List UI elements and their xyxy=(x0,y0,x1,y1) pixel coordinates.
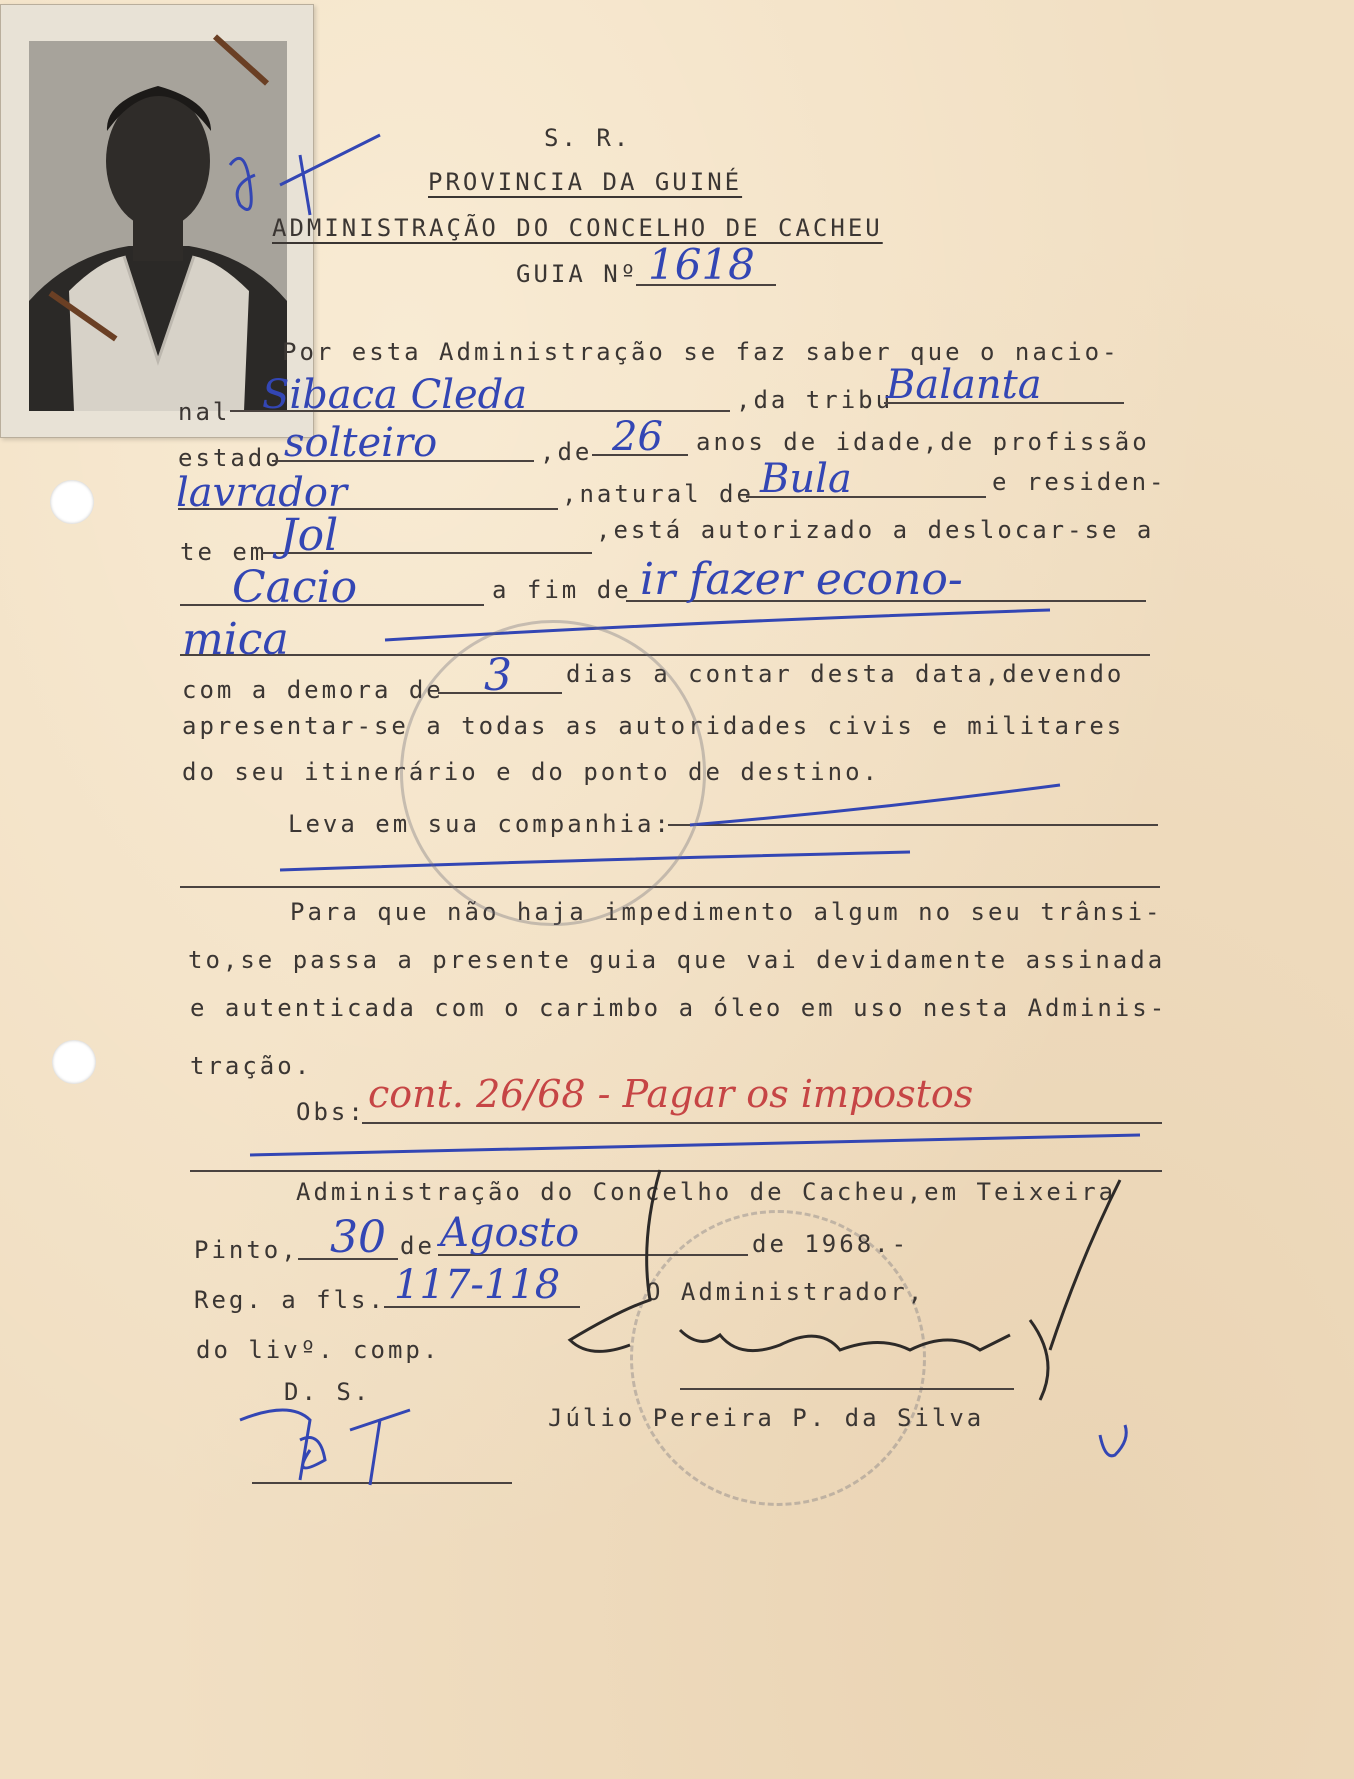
para-line-1: Para que não haja impedimento algum no seu trânsi- xyxy=(290,898,1163,926)
pinto-label: Pinto, xyxy=(194,1236,299,1264)
punch-hole-bottom xyxy=(52,1040,96,1084)
te-em-label: te em xyxy=(180,538,268,566)
estado-value: solteiro xyxy=(284,420,438,466)
header-province: PROVINCIA DA GUINÉ xyxy=(428,168,743,196)
intro-line: Por esta Administração se faz saber que o nacio- xyxy=(282,338,1120,366)
para-line-3: e autenticada com o carimbo a óleo em uso nesta Adminis- xyxy=(190,994,1168,1022)
companhia-line-2 xyxy=(180,886,1160,888)
purpose-value-1: ir fazer econo- xyxy=(640,554,963,605)
header-administration: ADMINISTRAÇÃO DO CONCELHO DE CACHEU xyxy=(272,214,883,242)
livro-label: do livº. comp. xyxy=(196,1336,441,1364)
guia-line xyxy=(636,284,776,286)
age-value: 26 xyxy=(612,414,663,460)
companhia-label: Leva em sua companhia: xyxy=(288,810,672,838)
demora-value: 3 xyxy=(484,650,512,701)
blue-tick-mark xyxy=(1090,1420,1140,1470)
residence-value: Jol xyxy=(280,510,339,561)
tribe-label: ,da tribu xyxy=(736,386,894,414)
place-line: Administração do Concelho de Cacheu,em Teixeira xyxy=(296,1178,1117,1206)
residen-label: e residen- xyxy=(992,468,1167,496)
itinerario-line: do seu itinerário e do ponto de destino. xyxy=(182,758,880,786)
purpose-line-2 xyxy=(180,654,1150,656)
reg-label: Reg. a fls. xyxy=(194,1286,386,1314)
age-label-post: anos de idade,de profissão xyxy=(696,428,1150,456)
purpose-value-2: mica xyxy=(182,614,289,665)
guia-number: 1618 xyxy=(648,240,755,289)
faded-stamp-upper xyxy=(400,620,706,926)
day-value: 30 xyxy=(330,1212,386,1263)
administrador-label: O Administrador, xyxy=(646,1278,926,1306)
natural-label: ,natural de xyxy=(562,480,754,508)
ds-label: D. S. xyxy=(284,1378,372,1406)
autorizado-line: ,está autorizado a deslocar-se a xyxy=(596,516,1155,544)
demora-post: dias a contar desta data,devendo xyxy=(566,660,1125,688)
para-line-4: tração. xyxy=(190,1052,313,1080)
demora-pre: com a demora de xyxy=(182,676,444,704)
guia-label: GUIA Nº xyxy=(516,260,639,288)
apresentar-line: apresentar-se a todas as autoridades civis e militares xyxy=(182,712,1125,740)
signatory-name: Júlio Pereira P. da Silva xyxy=(548,1404,985,1432)
punch-hole-top xyxy=(50,480,94,524)
obs-blue-stroke xyxy=(240,1115,1160,1165)
tribe-value: Balanta xyxy=(886,362,1042,408)
nal-prefix: nal xyxy=(178,398,231,426)
obs-value: cont. 26/68 - Pagar os impostos xyxy=(368,1072,974,1116)
year-text: de 1968.- xyxy=(752,1230,910,1258)
reg-value: 117-118 xyxy=(394,1262,561,1308)
header-sr: S. R. xyxy=(544,124,632,152)
blue-initial-mark xyxy=(210,125,390,235)
ds-signature xyxy=(230,1390,450,1490)
fim-label: a fim de xyxy=(492,576,632,604)
month-value: Agosto xyxy=(440,1210,580,1256)
age-label-pre: ,de xyxy=(540,438,593,466)
name-value: Sibaca Cleda xyxy=(262,372,528,418)
estado-prefix: estado xyxy=(178,444,283,472)
destination-value: Cacio xyxy=(232,562,358,613)
profession-value: lavrador xyxy=(176,470,348,516)
obs-label: Obs: xyxy=(296,1098,366,1126)
natural-value: Bula xyxy=(760,456,852,502)
de-label: de xyxy=(400,1232,435,1260)
admin-signature xyxy=(560,1160,1140,1420)
para-line-2: to,se passa a presente guia que vai devidamente assinada xyxy=(188,946,1166,974)
